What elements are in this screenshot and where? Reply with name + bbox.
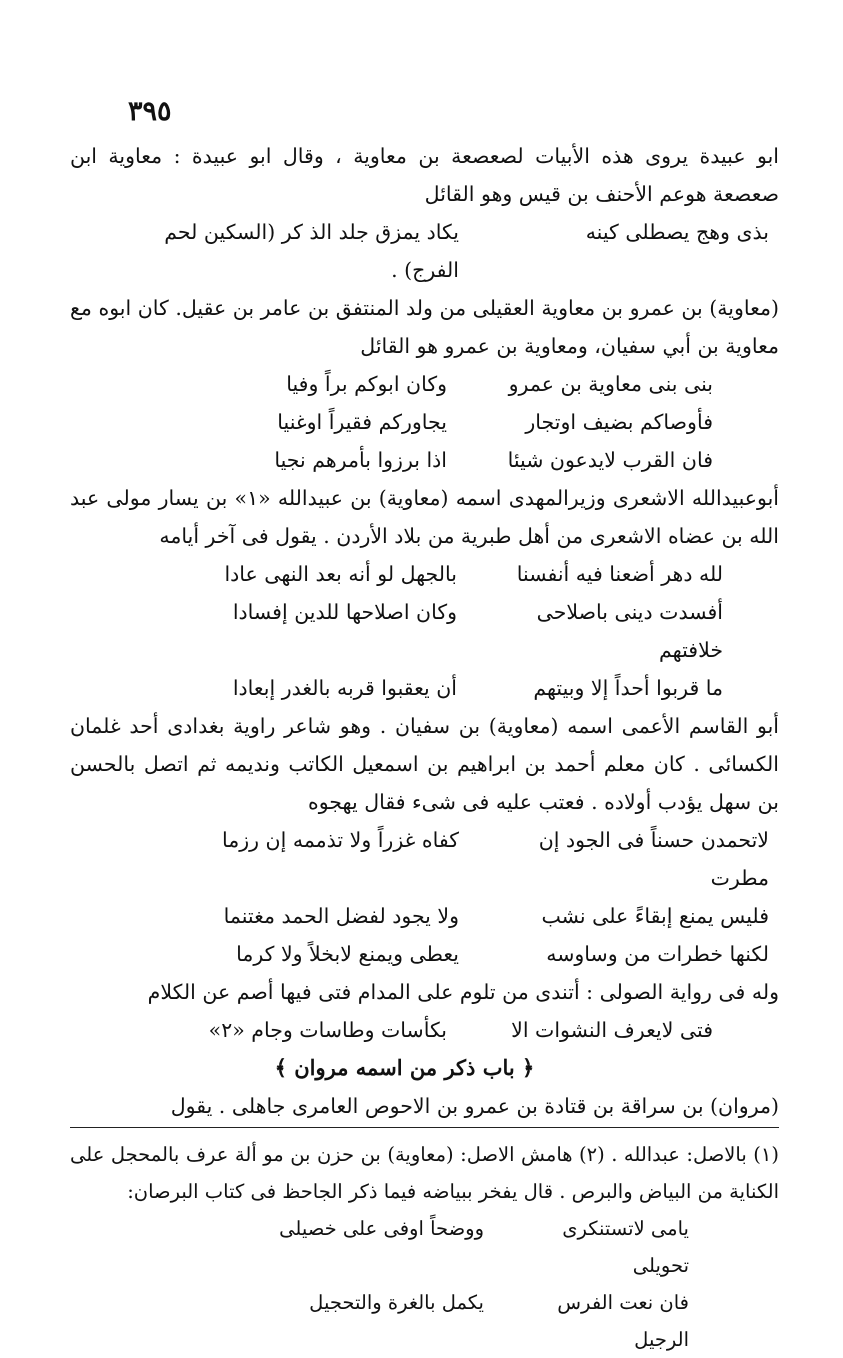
hemistich-second: يجاوركم فقيراً اوغنيا [277, 410, 447, 434]
hemistich-first: فأوصاكم بضيف اوتجار [525, 410, 713, 434]
hemistich-first: فان القرب لايدعون شيئا [507, 448, 713, 472]
hemistich-first: لاتحمدن حسناً فى الجود إن مطرت [538, 828, 769, 890]
hemistich-first: بذى وهج يصطلى كينه [585, 220, 769, 244]
hemistich-second: ولا يجود لفضل الحمد مغتنما [223, 904, 459, 928]
verse-1 [70, 213, 779, 289]
hemistich-first: أفسدت دينى باصلاحى خلافتهم [536, 600, 723, 662]
hemistich-second: يكمل بالغرة والتحجيل [309, 1291, 484, 1314]
hemistich-first: فان نعت الفرس الرجيل [557, 1291, 689, 1351]
verse-5 [70, 555, 779, 593]
hemistich-first: لله دهر أضعنا فيه أنفسنا [516, 562, 723, 586]
hemistich-first: يامى لاتستنكرى تحويلى [562, 1217, 689, 1277]
footnotes [70, 1136, 779, 1358]
hemistich-second: بكأسات وطاسات وجام «٢» [208, 1018, 447, 1042]
paragraph-abu-ubayda: ابو عبيدة يروى هذه الأبيات لصعصعة بن معاوية ، وقال ابو عبيدة : معاوية ابن صعصعة هوعم الأحنف بن قيس وهو القائل [70, 144, 779, 206]
hemistich-second: وكان ابوكم براً وفيا [286, 372, 447, 396]
hemistich-second: يعطى ويمنع لابخلاً ولا كرما [236, 942, 459, 966]
hemistich-first: بنى بنى معاوية بن عمرو [508, 372, 713, 396]
paragraph-abu-ubaydallah: أبوعبيدالله الاشعرى وزيرالمهدى اسمه (معاوية) بن عبيدالله «١» بن يسار مولى عبد الله بن عضاه الاشعرى من أهل طبرية من بلاد الأردن . يقول فى آخر أيامه [70, 486, 779, 548]
verse-6 [70, 593, 779, 669]
hemistich-second: بالجهل لو أنه بعد النهى عادا [224, 562, 457, 586]
hemistich-first: ما قربوا أحداً إلا وبيتهم [533, 676, 723, 700]
hemistich-second: يكاد يمزق جلد الذ كر (السكين لحم الفرج) . [164, 220, 459, 282]
main-text [70, 137, 779, 1125]
verse-11 [70, 1011, 779, 1049]
paragraph-abu-al-qasim: أبو القاسم الأعمى اسمه (معاوية) بن سفيان . وهو شاعر راوية بغدادى أحد غلمان الكسائى . كان معلم أحمد بن ابراهيم بن اسمعيل الكاتب ونديمه ثم اتصل بالحسن بن سهل يؤدب أولاده . فعتب عليه فى شىء فقال يهجوه [70, 714, 779, 814]
hemistich-first: فتى لايعرف النشوات الا [511, 1018, 713, 1042]
paragraph-marwan: (مروان) بن سراقة بن قتادة بن عمرو بن الاحوص العامرى جاهلى . يقول [170, 1094, 779, 1118]
footnote-separator [70, 1127, 779, 1128]
hemistich-second: وكان اصلاحها للدين إفسادا [232, 600, 457, 624]
hemistich-second: كفاه غزراً ولا تذممه إن رزما [222, 828, 459, 852]
verse-9 [70, 897, 779, 935]
hemistich-second: أن يعقبوا قربه بالغدر إبعادا [232, 676, 457, 700]
page-number: ٣٩٥ [128, 96, 172, 127]
footnote-verse-1 [70, 1210, 779, 1284]
hemistich-second: ووضحاً اوفى على خصيلى [279, 1217, 484, 1240]
footnote-1-2: (١) بالاصل: عبدالله . (٢) هامش الاصل: (معاوية) بن حزن بن مو ألة عرف بالمحجل على الكناية من البياض والبرص . قال يفخر ببياضه فيما ذكر الجاحظ فى كتاب البرصان: [70, 1143, 779, 1203]
hemistich-second: اذا برزوا بأمرهم نجيا [274, 448, 447, 472]
verse-8 [70, 821, 779, 897]
verse-7 [70, 669, 779, 707]
hemistich-first: فليس يمنع إبقاءً على نشب [541, 904, 769, 928]
verse-4 [70, 441, 779, 479]
paragraph-sawli: وله فى رواية الصولى : أتندى من تلوم على المدام فتى فيها أصم عن الكلام [147, 980, 779, 1004]
footnote-verse-2 [70, 1284, 779, 1358]
verse-3 [70, 403, 779, 441]
verse-10 [70, 935, 779, 973]
section-heading-marwan: ﴿ باب ذكر من اسمه مروان ﴾ [274, 1055, 535, 1080]
hemistich-first: لكنها خطرات من وساوسه [546, 942, 769, 966]
verse-2 [70, 365, 779, 403]
paragraph-muawiya-ibn-amr: (معاوية) بن عمرو بن معاوية العقيلى من ولد المنتفق بن عامر بن عقيل. كان ابوه مع معاوية بن أبي سفيان، ومعاوية بن عمرو هو القائل [70, 296, 779, 358]
